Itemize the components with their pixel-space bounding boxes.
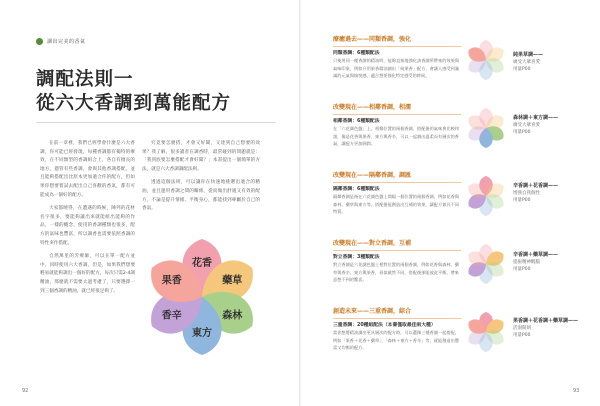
note-count: 用量P00 [513, 198, 531, 203]
note-title: 純果草調—— [513, 52, 544, 58]
entry-subheading: 隔鄰香調：6種類配法 [333, 187, 380, 192]
body-paragraph: 大家都曉得，在遭遇的時候，陳列的花材名字很多，要能夠讓出來就能組出能夠的作品，一樣的概念，使用的香調種類也很多，配方的氣味也豐富，所以調香也需要依照香調的特性來作搭配。 [40, 206, 135, 246]
note-subtitle: 廣受大眾喜愛 [513, 60, 540, 65]
note-title: 辛香調＋花香調—— [513, 183, 559, 189]
entry-subheading: 對立香調：3種類配法 [333, 255, 380, 260]
flower-petal-label: 森林 [222, 310, 243, 322]
note-count: 用量P00 [513, 67, 531, 72]
body-paragraph: 自然萬里的芳療師，可以在單一配方並中，同時使用六大香調，但是，如果我們想要輕易就能夠調出一個好的配方，每次只需2-4調精油，那麼就不需要太過考慮了，只要選擇一到三個香調的精油，就已經很足夠了。 [40, 254, 135, 294]
entry-note [513, 252, 573, 273]
section-label: 調出完美的香氣 [47, 39, 86, 45]
body-paragraph: 究竟要怎麼搭，才會又好聞，又達到自己想要的效果？我了解，很多讀者在調香時，最常碰到的問題就是：「我到底要怎麼搭配才會好聞？」本書提出一個簡單的方法，就是六大香調調配法則。 [142, 141, 260, 172]
title-divider [36, 122, 276, 123]
section-dot-icon [36, 38, 43, 45]
note-subtitle: 提振精神醒腦 [513, 260, 540, 265]
entry-description: 在「六花調色盤」上，相鄰位置的兩個香調，搭配後的氣味會比較和諧，像是花香與果香、東方與香辛，可以一起調出溫柔而有層次的香氣，讓配方更加圓潤。 [333, 126, 459, 147]
entry-heading: 改變現在——對立香調，互補 [333, 240, 412, 247]
entry-underline [333, 182, 461, 183]
note-count: 用量P00 [513, 130, 531, 135]
note-count: 用量P00 [513, 333, 531, 338]
note-subtitle: 增強自我個性 [513, 191, 540, 196]
flower-petal-label: 花香 [192, 258, 212, 269]
entry-note [513, 183, 573, 204]
body-column-left [40, 140, 135, 301]
note-title: 辛香調＋藥草調—— [513, 252, 559, 258]
entry-underline [333, 46, 461, 47]
mini-flower-diagram [464, 106, 508, 150]
body-column-right [142, 140, 260, 219]
flower-petal-label: 果香 [161, 275, 182, 287]
entry-heading: 創造未來——三重香調，綜合 [333, 308, 412, 315]
book-gutter [299, 0, 301, 406]
entry-description: 只使用同一種香調的精油時，能夠直接地強化該香調所帶來的效果與氣味印象，例如只用果香精油調出「純果香」配方，會讓人感受到滿滿的元氣與愉悅感，適合想要強化特定感受的時候。 [333, 58, 459, 79]
entry-subheading: 三重香調：20種組配法（本書僅取最佳兩大種） [333, 323, 436, 328]
entry-description: 當你想將精油調出更具層次的配方時，可以選擇三種香調一起搭配，例如「果香＋花香＋藥草」、「森林＋東方＋香辛」等，就能創造出豐富又均衡的配方。 [333, 330, 459, 351]
page-number-left: 92 [22, 388, 29, 394]
entry-underline [333, 250, 461, 251]
note-subtitle: 活潑開朗 [513, 326, 531, 331]
flower-petal-label: 藥草 [222, 275, 243, 287]
entry-subheading: 同類香調：6種類配法 [333, 51, 380, 56]
entry-heading: 療癒過去——同類香調，強化 [333, 36, 412, 43]
page-title-line1: 調配法則一 [36, 69, 134, 90]
entry-heading: 改變現在——相鄰香調，相濡 [333, 104, 412, 111]
flower-petal-label: 香辛 [161, 310, 182, 322]
mini-flower-diagram [464, 310, 508, 354]
body-paragraph: 在前一章裡，我們已經學會什麼是六大香調，你可能已經發現，每種香調都有獨特的療效，在不同類型的香調組合上，各自有擅長的地方。儘管有些香調，會與其他香調搭配，並且能夠搭配出比原本更加適合你的配方，但如果你想要嘗試去配出自己喜歡的香氣，都有可能成為一個好的配方。 [40, 141, 135, 198]
mini-flower-diagram [464, 38, 508, 82]
entry-description: 隔鄰香調是指在六花調色盤上間隔一個位置的兩個香調，例如花香與森林、藥草與東方等，搭配後能創造出互補的效果，讓配方兼具不同特質。 [333, 194, 459, 215]
entry-note [513, 318, 579, 339]
note-count: 用量P00 [513, 267, 531, 272]
entry-subheading: 相鄰香調：6種類配法 [333, 119, 380, 124]
six-scent-flower [133, 233, 271, 361]
entry-description: 對立香調是六花調色盤上相對位置的兩個香調，例如花香與森林、藥草與香辛、東方與果香，看似截然不同，搭配後卻能彼此平衡，帶來意想不到的驚喜。 [333, 262, 459, 283]
note-title: 果香調＋花香調＋藥草調—— [513, 318, 579, 324]
page-title-line2: 從六大香調到萬能配方 [36, 93, 232, 114]
note-title: 森林調＋東方調—— [513, 115, 559, 121]
entry-note [513, 52, 573, 73]
page-number-right: 93 [573, 388, 580, 394]
mini-flower-diagram [464, 174, 508, 218]
entry-underline [333, 318, 461, 319]
flower-petal-label: 東方 [192, 328, 212, 339]
body-paragraph: 透過這個法則，可以讓你在快速地挑選出適合的精油，並且運用香調之間的關係，從而做出舒適又有效的配方，不論是提升情緒、平衡身心，都能找到專屬於自己的香氣。 [142, 180, 260, 212]
section-tag [36, 38, 86, 45]
entry-note [513, 115, 573, 136]
mini-flower-diagram [464, 242, 508, 286]
entry-underline [333, 114, 461, 115]
note-subtitle: 廣受大眾喜愛 [513, 123, 540, 128]
entry-heading: 改變現在——隔鄰香調，調匯 [333, 172, 412, 179]
